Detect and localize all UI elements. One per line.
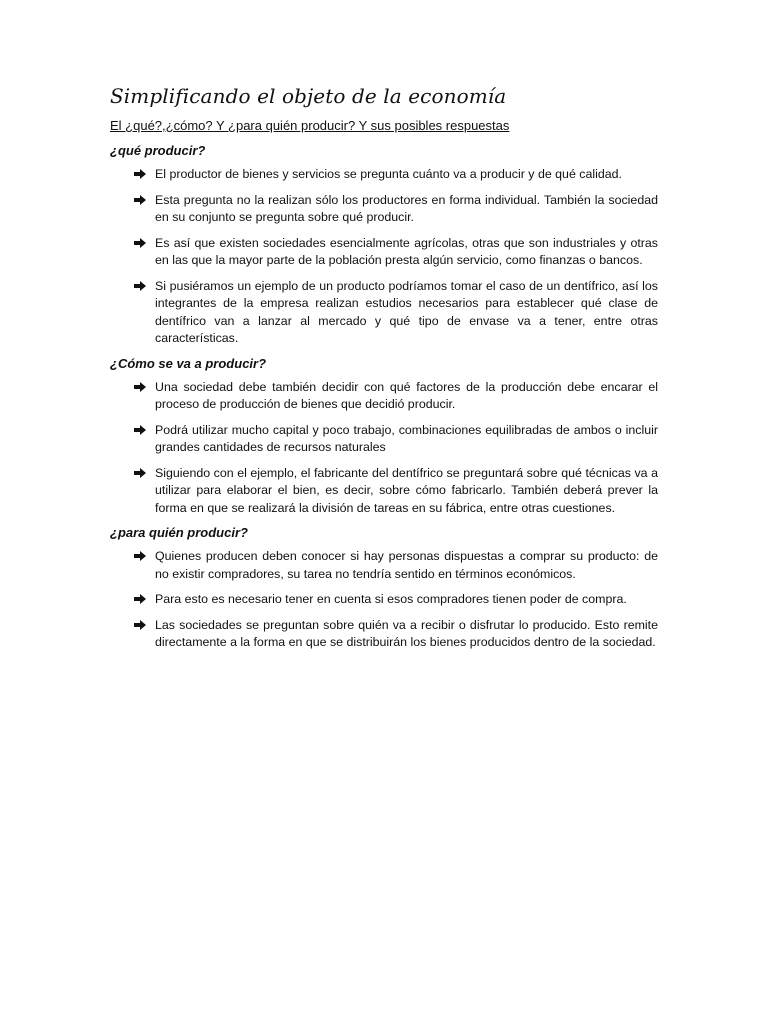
list-item-text: Las sociedades se preguntan sobre quién va a recibir o disfrutar lo producido. Esto remite directamente a la forma en que se distribuirán los bienes producidos dentro de la sociedad.: [155, 617, 658, 649]
list-item: [110, 617, 658, 652]
arrow-right-icon: [134, 238, 146, 248]
document-body: [110, 84, 658, 660]
list-item-text: Podrá utilizar mucho capital y poco trabajo, combinaciones equilibradas de ambos o incluir grandes cantidades de recursos naturales: [155, 422, 658, 454]
list-item-text: El productor de bienes y servicios se pregunta cuánto va a producir y de qué calidad.: [155, 167, 622, 181]
sections-container: [110, 143, 658, 652]
section-heading: ¿para quién producir?: [110, 525, 248, 540]
list-item-text: Una sociedad debe también decidir con qué factores de la producción debe encarar el proceso de producción de bienes que decidió producir.: [155, 379, 658, 411]
list-item-text: Es así que existen sociedades esencialmente agrícolas, otras que son industriales y otras en las que la mayor parte de la población presta algún servicio, como finanzas o bancos.: [155, 235, 658, 267]
page-title: Simplificando el objeto de la economía: [110, 84, 507, 108]
arrow-right-icon: [134, 169, 146, 179]
list-item: [110, 465, 658, 518]
list-item: [110, 548, 658, 583]
arrow-right-icon: [134, 468, 146, 478]
page-subtitle: El ¿qué?,¿cómo? Y ¿para quién producir? Y sus posibles respuestas: [110, 118, 510, 133]
arrow-right-icon: [134, 551, 146, 561]
bullet-list: [110, 379, 658, 518]
list-item: [110, 379, 658, 414]
arrow-right-icon: [134, 195, 146, 205]
arrow-right-icon: [134, 281, 146, 291]
list-item: [110, 278, 658, 348]
list-item-text: Si pusiéramos un ejemplo de un producto podríamos tomar el caso de un dentífrico, así los integrantes de la empresa realizan estudios necesarios para establecer qué clase de dentífrico van a lanzar al mercado y qué tipo de envase va a tener, entre otras características.: [155, 278, 658, 345]
list-item-text: Esta pregunta no la realizan sólo los productores en forma individual. También la sociedad en su conjunto se pregunta sobre qué producir.: [155, 192, 658, 224]
arrow-right-icon: [134, 620, 146, 630]
list-item-text: Quienes producen deben conocer si hay personas dispuestas a comprar su producto: de no existir compradores, su tarea no tendría sentido en términos económicos.: [155, 549, 658, 581]
bullet-list: [110, 166, 658, 348]
list-item: [110, 422, 658, 457]
arrow-right-icon: [134, 382, 146, 392]
list-item: [110, 192, 658, 227]
arrow-right-icon: [134, 594, 146, 604]
section-heading: ¿Cómo se va a producir?: [110, 355, 267, 371]
list-item-text: Para esto es necesario tener en cuenta si esos compradores tienen poder de compra.: [155, 592, 627, 606]
section-heading: ¿qué producir?: [110, 143, 206, 158]
list-item: [110, 591, 658, 609]
bullet-list: [110, 548, 658, 652]
list-item-text: Siguiendo con el ejemplo, el fabricante del dentífrico se preguntará sobre qué técnicas va a utilizar para elaborar el bien, es decir, sobre cómo fabricarlo. También deberá prever la forma en que se realizará la división de tareas en su fábrica, entre otras cuestiones.: [155, 465, 658, 515]
list-item: [110, 235, 658, 270]
arrow-right-icon: [134, 425, 146, 435]
list-item: [110, 166, 658, 184]
